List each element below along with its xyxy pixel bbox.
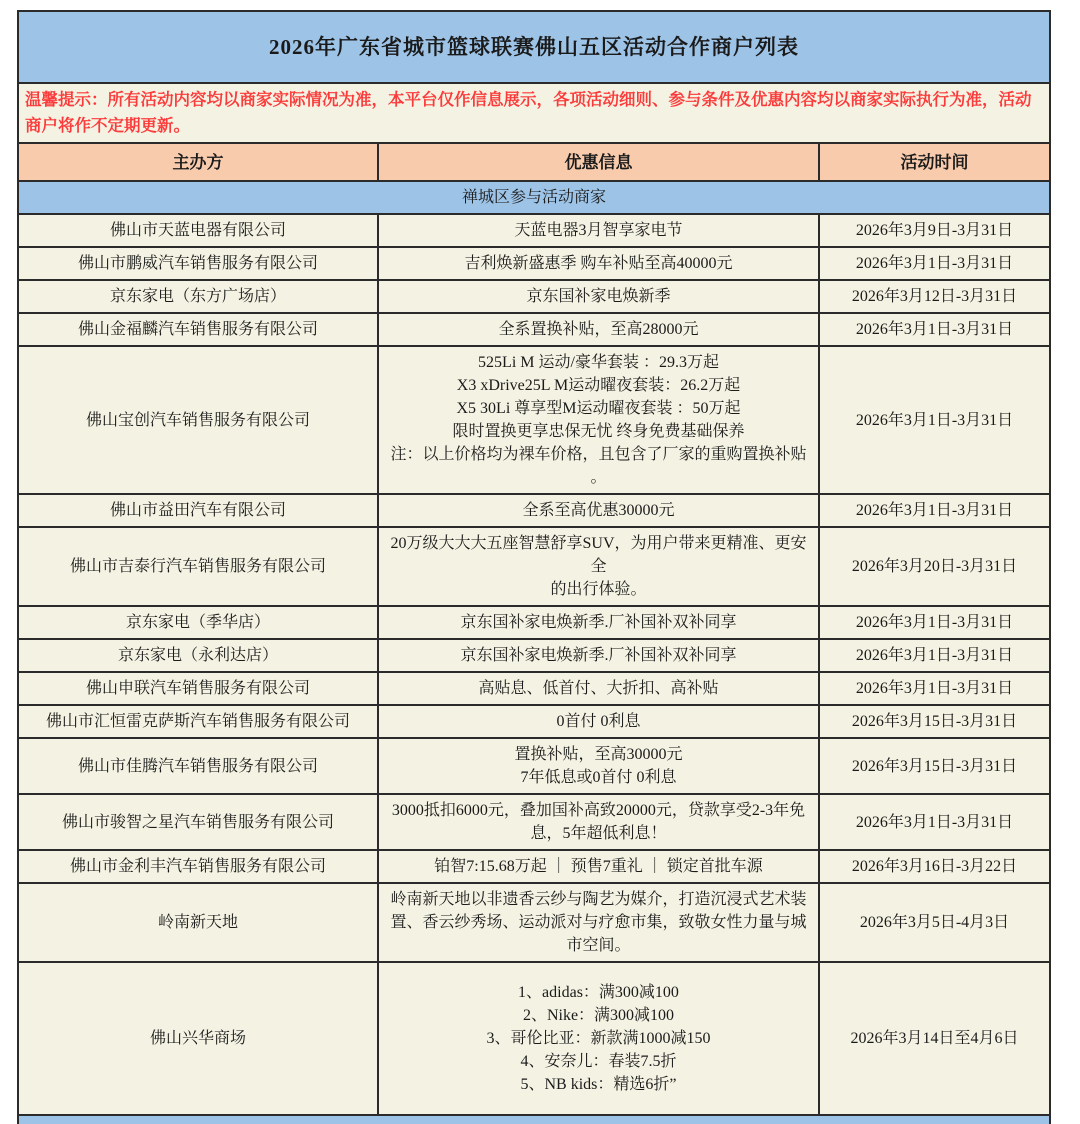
merchant-cell: 京东家电（季华店）	[18, 606, 378, 639]
merchant-cell: 佛山市佳腾汽车销售服务有限公司	[18, 738, 378, 794]
period-cell: 2026年3月1日-3月31日	[819, 247, 1050, 280]
offer-line: 525Li M 运动/豪华套装 ：29.3万起	[478, 354, 719, 371]
period-cell: 2026年3月1日-3月31日	[819, 313, 1050, 346]
offer-cell	[378, 705, 819, 738]
merchant-cell: 佛山市吉泰行汽车销售服务有限公司	[18, 527, 378, 606]
offer-line: 置、香云纱秀场、运动派对与疗愈市集，致敬女性力量与城	[390, 914, 807, 931]
merchant-cell: 佛山市骏智之星汽车销售服务有限公司	[18, 794, 378, 850]
merchant-cell: 佛山宝创汽车销售服务有限公司	[18, 346, 378, 494]
offer-cell	[378, 883, 819, 962]
period-cell: 2026年3月1日-3月31日	[819, 672, 1050, 705]
offer-cell	[378, 962, 819, 1115]
period-cell: 2026年3月14日至4月6日	[819, 962, 1050, 1115]
period-cell: 2026年3月1日-3月31日	[819, 606, 1050, 639]
period-cell: 2026年3月1日-3月31日	[819, 639, 1050, 672]
table-row	[18, 672, 1050, 705]
table-row	[18, 346, 1050, 494]
merchant-cell: 佛山市金利丰汽车销售服务有限公司	[18, 850, 378, 883]
table-row	[18, 606, 1050, 639]
table-row	[18, 962, 1050, 1115]
period-cell: 2026年3月16日-3月22日	[819, 850, 1050, 883]
offer-cell	[378, 672, 819, 705]
merchant-cell: 京东家电（东方广场店）	[18, 280, 378, 313]
offer-line: 京东国补家电焕新季.厂补国补双补同享	[460, 647, 737, 664]
period-cell: 2026年3月15日-3月31日	[819, 738, 1050, 794]
offer-line: 。	[590, 469, 607, 486]
table-row	[18, 705, 1050, 738]
table-row	[18, 527, 1050, 606]
section-header-row	[18, 181, 1050, 214]
next-section-partial	[18, 1115, 1050, 1124]
offer-line: 岭南新天地以非遗香云纱与陶艺为媒介，打造沉浸式艺术装	[390, 891, 807, 908]
offer-line: X5 30Li 尊享型M运动曜夜套装 ：50万起	[456, 400, 741, 417]
merchant-table	[17, 10, 1051, 1124]
merchant-cell: 佛山金福麟汽车销售服务有限公司	[18, 313, 378, 346]
column-header-merchant: 主办方	[18, 143, 378, 181]
merchant-cell: 佛山市汇恒雷克萨斯汽车销售服务有限公司	[18, 705, 378, 738]
offer-line: 全系至高优惠30000元	[522, 502, 675, 519]
column-header-row	[18, 143, 1050, 181]
table-row	[18, 247, 1050, 280]
offer-cell	[378, 794, 819, 850]
offer-line: 4、安奈儿：春装7.5折	[520, 1053, 677, 1070]
offer-cell	[378, 214, 819, 247]
column-header-period: 活动时间	[819, 143, 1050, 181]
offer-cell	[378, 346, 819, 494]
page-title: 2026年广东省城市篮球联赛佛山五区活动合作商户列表	[18, 11, 1050, 83]
notice-text: 温馨提示：所有活动内容均以商家实际情况为准，本平台仅作信息展示，各项活动细则、参与条件及优惠内容均以商家实际执行为准，活动商户将作不定期更新。	[18, 83, 1050, 143]
offer-cell	[378, 850, 819, 883]
merchant-cell: 佛山市鹏威汽车销售服务有限公司	[18, 247, 378, 280]
offer-cell	[378, 494, 819, 527]
table-row	[18, 214, 1050, 247]
offer-line: 2、Nike：满300减100	[522, 1007, 675, 1024]
period-cell: 2026年3月15日-3月31日	[819, 705, 1050, 738]
period-cell: 2026年3月1日-3月31日	[819, 794, 1050, 850]
offer-line: 注：以上价格均为裸车价格，且包含了厂家的重购置换补贴	[390, 446, 807, 463]
merchant-cell: 佛山市益田汽车有限公司	[18, 494, 378, 527]
merchant-cell: 佛山申联汽车销售服务有限公司	[18, 672, 378, 705]
offer-line: 限时置换更享忠保无忧 终身免费基础保养	[452, 423, 745, 440]
table-row	[18, 280, 1050, 313]
period-cell: 2026年3月20日-3月31日	[819, 527, 1050, 606]
offer-line: 铂智7:15.68万起 ｜ 预售7重礼 ｜ 锁定首批车源	[434, 858, 763, 875]
offer-cell	[378, 313, 819, 346]
offer-cell	[378, 247, 819, 280]
offer-line: 7年低息或0首付 0利息	[520, 769, 677, 786]
table-row	[18, 639, 1050, 672]
title-row	[18, 11, 1050, 83]
offer-line: 0首付 0利息	[556, 713, 641, 730]
offer-line: 3000抵扣6000元，叠加国补高致20000元，贷款享受2-3年免	[391, 802, 806, 819]
offer-line: 天蓝电器3月智享家电节	[514, 222, 683, 239]
table-row	[18, 850, 1050, 883]
table-row	[18, 494, 1050, 527]
offer-line: 吉利焕新盛惠季 购车补贴至高40000元	[464, 255, 733, 272]
offer-line: 1、adidas：满300减100	[518, 984, 679, 1001]
merchant-rows	[18, 214, 1050, 1115]
offer-line: X3 xDrive25L M运动曜夜套装：26.2万起	[456, 377, 741, 394]
offer-cell	[378, 527, 819, 606]
offer-cell	[378, 606, 819, 639]
offer-line: 京东国补家电焕新季.厂补国补双补同享	[460, 614, 737, 631]
table-row	[18, 883, 1050, 962]
notice-row	[18, 83, 1050, 143]
merchant-cell: 岭南新天地	[18, 883, 378, 962]
offer-line: 市空间。	[566, 937, 631, 954]
offer-line: 置换补贴，至高30000元	[514, 746, 683, 763]
page	[0, 10, 1080, 1093]
offer-line: 3、哥伦比亚：新款满1000减150	[486, 1030, 711, 1047]
merchant-cell: 佛山市天蓝电器有限公司	[18, 214, 378, 247]
offer-line: 全系置换补贴，至高28000元	[498, 321, 699, 338]
merchant-cell: 京东家电（永利达店）	[18, 639, 378, 672]
period-cell: 2026年3月1日-3月31日	[819, 494, 1050, 527]
period-cell: 2026年3月1日-3月31日	[819, 346, 1050, 494]
table-row	[18, 313, 1050, 346]
merchant-cell: 佛山兴华商场	[18, 962, 378, 1115]
offer-cell	[378, 280, 819, 313]
table-row	[18, 738, 1050, 794]
offer-line: 京东国补家电焕新季	[526, 288, 671, 305]
period-cell: 2026年3月9日-3月31日	[819, 214, 1050, 247]
offer-cell	[378, 639, 819, 672]
offer-line: 5、NB kids：精选6折”	[520, 1076, 677, 1093]
section-header-label: 禅城区参与活动商家	[18, 181, 1050, 214]
offer-line: 高贴息、低首付、大折扣、高补贴	[478, 680, 719, 697]
offer-line: 20万级大大大五座智慧舒享SUV，为用户带来更精准、更安全	[390, 535, 807, 575]
next-section-row	[18, 1115, 1050, 1124]
period-cell: 2026年3月5日-4月3日	[819, 883, 1050, 962]
offer-cell	[378, 738, 819, 794]
offer-line: 的出行体验。	[550, 581, 647, 598]
table-row	[18, 794, 1050, 850]
period-cell: 2026年3月12日-3月31日	[819, 280, 1050, 313]
column-header-offer: 优惠信息	[378, 143, 819, 181]
offer-line: 息，5年超低利息！	[530, 825, 667, 842]
